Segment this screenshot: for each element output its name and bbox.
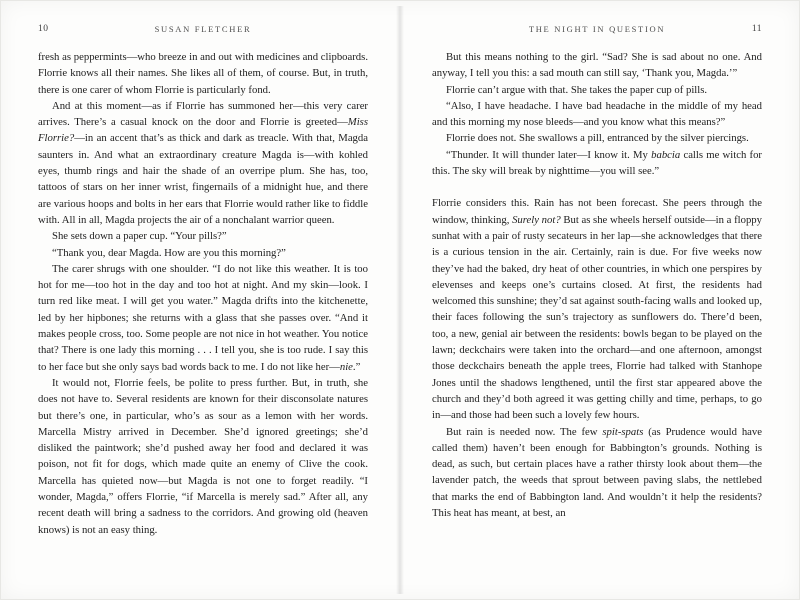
paragraph: But rain is needed now. The few spit-spats (as Prudence would have called them) haven’t been enough for Babbington’s grounds. Nothing is dead, as such, but certain places have a rather thirsty look about them—the lavender patch, the weeds that sprout between paving slabs, the nettlebed that marks the end of Babbington land. And wouldn’t it help the residents? This heat has meant, at best, an [432,425,762,520]
paragraph: But this means nothing to the girl. “Sad? She is sad about no one. And anyway, I tell you this: a sad mouth can still say, ‘Thank you, Magda.’” [432,51,762,80]
right-page-header [432,22,762,36]
right-page-number: 11 [751,24,762,34]
right-running-header: THE NIGHT IN QUESTION [528,24,666,34]
paragraph: It would not, Florrie feels, be polite to press further. But, in truth, she does not have to. Several residents are known for their disconsolate natures but there’s one, in particular, who’s as sour as a lemon with her words. Marcella Mistry arrived in December. She’d ignored greetings; she’d disliked the paintwork; she’d pushed away her food and declared it was poison, not fit for dogs, which made quite an enemy of Clive the cook. Marcella has quieted now—but Magda is not one to forget readily. “I wonder, Magda,” offers Florrie, “if Marcella is merely sad.” After all, any recent death will bring a sadness to the corridors. And growing old (heaven knows) is not an easy thing. [38,376,368,536]
paragraph: And at this moment—as if Florrie has summoned her—this very carer arrives. There’s a casual knock on the door and Florrie is greeted—Miss Florrie?—in an accent that’s as thick and dark as treacle. With that, Magda saunters in. And what an extraordinary creature Magda is—with kohled eyes, thumb rings and hair the shade of an overripe plum. She has, too, tattoos of stars on her inner wrist, fingernails of a midnight hue, and there are various hoops and bolts in her ears that Florrie would rather like to fiddle with. All in all, Magda projects the air of a nonchalant warrior queen. [38,99,368,226]
left-running-header: SUSAN FLETCHER [154,24,252,34]
paragraph: Florrie does not. She swallows a pill, entranced by the silver piercings. [446,132,749,145]
paragraph: She sets down a paper cup. “Your pills?” [52,230,227,243]
paragraph: Florrie considers this. Rain has not been forecast. She peers through the window, thinking, Surely not? But as she wheels herself outside—in a floppy sunhat with a pair of rusty secateurs in her lap—she acknowledges that there is a curious tension in the air. Certainly, rain is due. For five weeks now they’ve had the baked, dry heat of other countries, in which one perspires by elevenses and keeps one’s curtains closed. At first, the residents had welcomed this sunshine; they’d sat against south-facing walls and looked up, their faces following the sun’s trajectory as sunflowers do. There’d been, too, a new, genial air between the residents: bowls began to be played on the lawn; deckchairs were taken into the orchard—and one afternoon, amongst those deckchairs beneath the apple trees, Florrie had talked with Stanhope Jones until the shadows lengthened, until the first star appeared above the church and they’d both agreed it was getting chilly and time, perhaps, to go in—and those had been such a lovely few hours. [432,197,762,422]
paragraph: “Thank you, dear Magda. How are you this morning?” [52,246,286,259]
paragraph: “Also, I have headache. I have bad headache in the middle of my head and this morning my nose bleeds—and you know what this means?” [432,99,762,129]
paragraph: “Thunder. It will thunder later—I know it. My babcia calls me witch for this. The sky will break by nighttime—you will see.” [432,148,762,178]
left-page-text [38,49,368,538]
right-page-text [432,49,762,521]
left-page-number: 10 [38,24,49,34]
paragraph: fresh as peppermints—who breeze in and out with medicines and clipboards. Florrie knows all their names. She likes all of them, of course. But, in truth, there is one carer of whom Florrie is particularly fond. [38,51,368,96]
left-page-header [38,22,368,36]
paragraph: Florrie can’t argue with that. She takes the paper cup of pills. [446,83,708,96]
right-page [400,0,800,600]
paragraph: The carer shrugs with one shoulder. “I do not like this weather. It is too hot for me—too hot in the day and too hot at night. And my skin—look. I turn red like meat. I will get you water.” Magda drifts into the kitchenette, led by her hipbones; she returns with a glass that she passes over. “And it makes people cross, too. Some people are not nice in hot weather. You notice that? There is one lady this morning . . . I tell you, she is too rude. I say this to her face but she only says bad words back to me. I do not like her—nie.” [38,262,368,373]
